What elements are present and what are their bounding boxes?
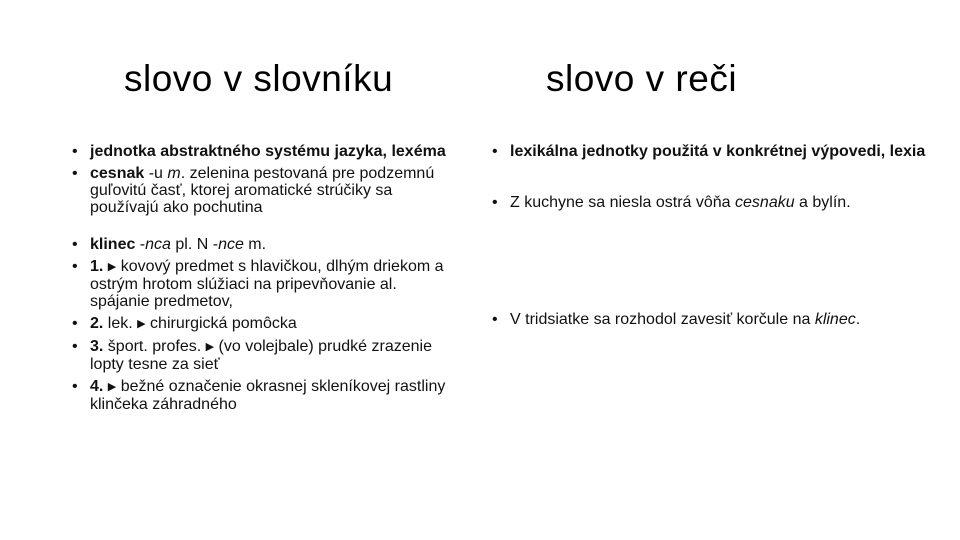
text: kovový predmet s hlavičkou, dlhým driekom a ostrým hrotom slúžiaci na pripevňovanie al. spájanie predmetov, bbox=[90, 258, 444, 310]
list-item bbox=[70, 258, 455, 310]
sense-number: 3. bbox=[90, 338, 104, 355]
term-italic: cesnaku bbox=[735, 194, 795, 211]
term-bold: jednotka abstraktného systému jazyka, lexéma bbox=[90, 143, 446, 160]
text: m. bbox=[243, 236, 267, 253]
list-item bbox=[70, 236, 455, 253]
sense-number: 4. bbox=[90, 378, 104, 395]
text: (vo volejbale) prudké zrazenie lopty tesne za sieť bbox=[90, 338, 432, 373]
list-item bbox=[490, 194, 930, 211]
list-item bbox=[70, 143, 455, 160]
list-item bbox=[70, 338, 455, 373]
term-italic: klinec bbox=[814, 311, 856, 328]
text: - bbox=[135, 236, 146, 253]
bullet: • bbox=[72, 378, 78, 395]
term-bold: klinec bbox=[90, 236, 136, 253]
bullet: • bbox=[492, 311, 498, 328]
text: -u bbox=[144, 165, 168, 182]
text: V tridsiatke sa rozhodol zavesiť korčule na bbox=[510, 311, 815, 328]
text: a bylín. bbox=[794, 194, 851, 211]
text: . bbox=[855, 311, 861, 328]
text: . zelenina pestovaná pre podzemnú guľovitú časť, ktorej aromatické strúčiky sa používajú ako pochutina bbox=[90, 165, 435, 216]
list-item bbox=[490, 143, 930, 160]
list-item bbox=[70, 165, 455, 216]
sense-number: 2. bbox=[90, 315, 104, 332]
right-column-list bbox=[490, 143, 930, 333]
text: pl. N - bbox=[170, 236, 219, 253]
term-italic: m bbox=[167, 165, 181, 182]
list-item bbox=[490, 311, 930, 328]
text: chirurgická pomôcka bbox=[145, 315, 297, 332]
term-italic: nca bbox=[145, 236, 171, 253]
text: Z kuchyne sa niesla ostrá vôňa bbox=[510, 194, 736, 211]
bullet: • bbox=[72, 165, 78, 182]
triangle-right-icon: ▶ bbox=[107, 261, 117, 273]
title-right: slovo v reči bbox=[546, 58, 738, 99]
list-item bbox=[70, 378, 455, 413]
bullet: • bbox=[72, 315, 78, 332]
bullet: • bbox=[72, 258, 78, 275]
bullet: • bbox=[492, 194, 498, 211]
text: šport. profes. bbox=[103, 338, 206, 355]
term-italic: nce bbox=[218, 236, 244, 253]
title-left: slovo v slovníku bbox=[124, 58, 394, 99]
term-bold: lexikálna jednotky použitá v konkrétnej výpovedi, lexia bbox=[510, 143, 926, 160]
triangle-right-icon: ▶ bbox=[137, 318, 146, 330]
sense-number: 1. bbox=[90, 258, 104, 275]
text: lek. bbox=[103, 315, 138, 332]
left-column-list bbox=[70, 143, 455, 418]
triangle-right-icon: ▶ bbox=[107, 381, 117, 393]
bullet: • bbox=[72, 236, 78, 253]
term-bold: cesnak bbox=[90, 165, 145, 182]
bullet: • bbox=[492, 143, 498, 160]
bullet: • bbox=[72, 143, 78, 160]
text: bežné označenie okrasnej skleníkovej rastliny klinčeka záhradného bbox=[90, 378, 446, 413]
list-item bbox=[70, 315, 455, 333]
bullet: • bbox=[72, 338, 78, 355]
triangle-right-icon: ▶ bbox=[205, 341, 215, 353]
